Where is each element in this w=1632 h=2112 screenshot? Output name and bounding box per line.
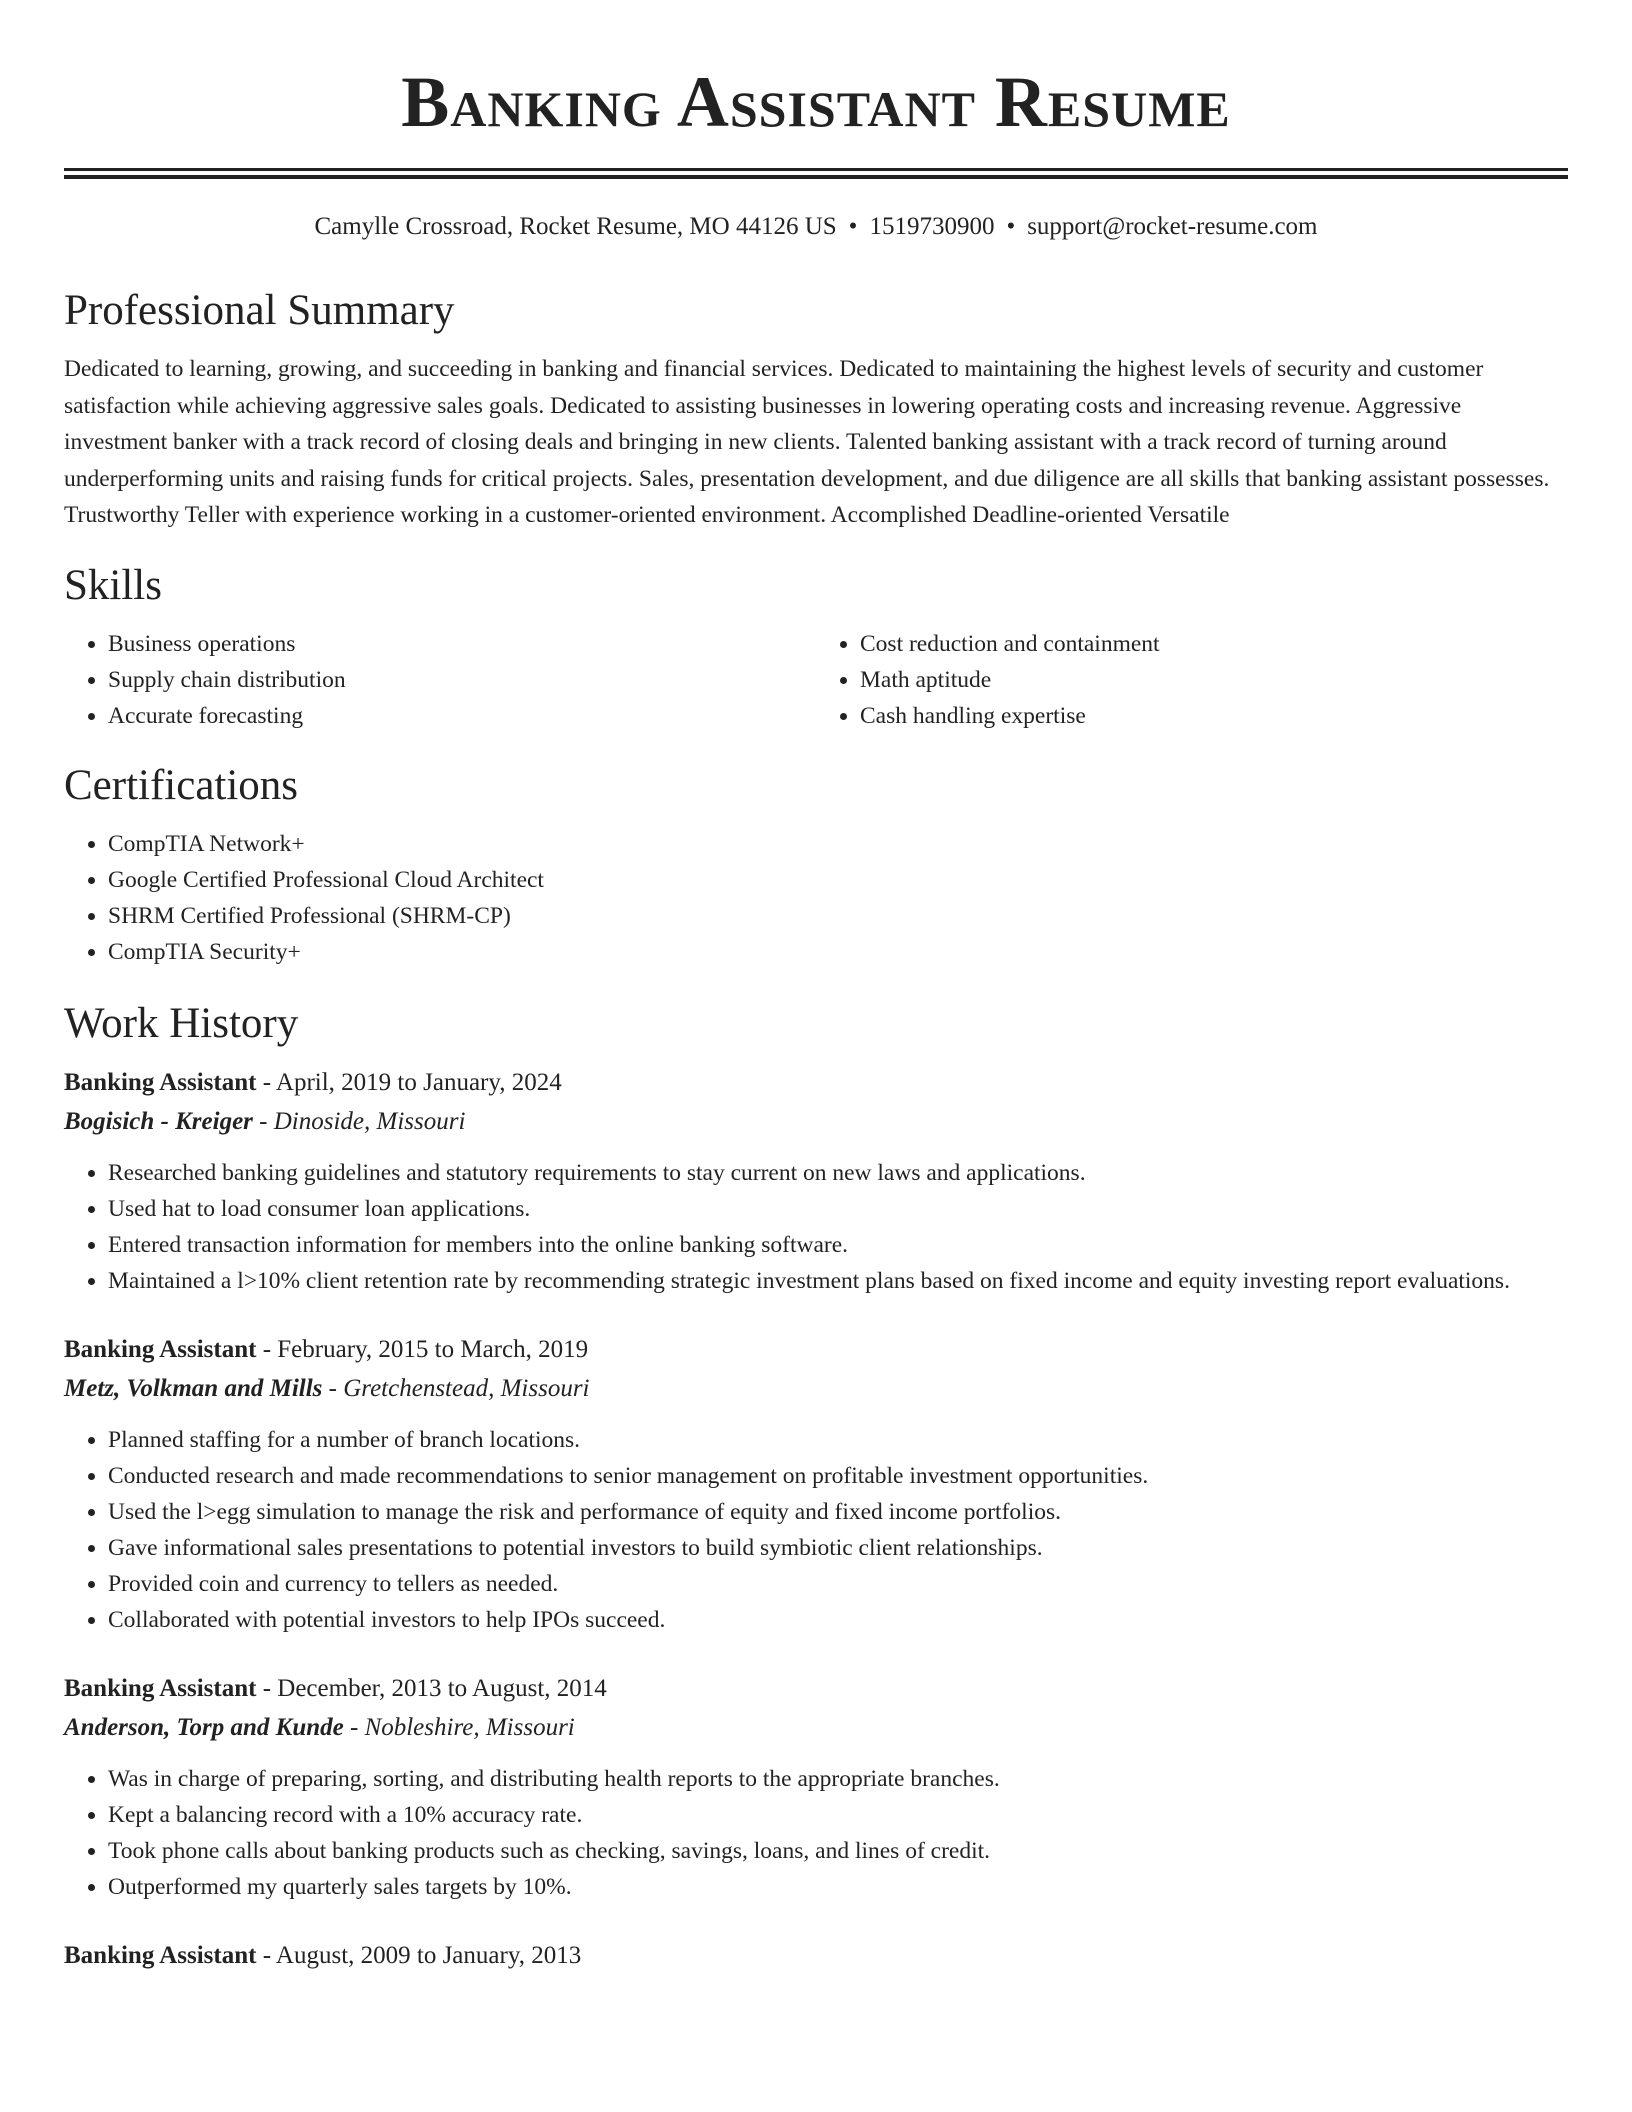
job-bullet: • Planned staffing for a number of branch locations.	[108, 1422, 1568, 1458]
job-bullet: • Entered transaction information for members into the online banking software.	[108, 1227, 1568, 1263]
work-history-heading: Work History	[64, 999, 299, 1047]
job-bullet: • Conducted research and made recommendations to senior management on profitable investment opportunities.	[108, 1458, 1568, 1494]
contact-phone: 1519730900	[869, 213, 995, 240]
job-company: Anderson, Torp and Kunde	[64, 1713, 344, 1741]
skill-item: • Supply chain distribution	[108, 662, 816, 698]
contact-separator: •	[848, 213, 858, 240]
job-bullet: • Used the l>egg simulation to manage the risk and performance of equity and fixed income portfolios.	[108, 1494, 1568, 1530]
job-title-line: Banking Assistant - August, 2009 to January, 2013	[64, 1941, 582, 1969]
job-bullet: • Used hat to load consumer loan applications.	[108, 1191, 1568, 1227]
certification-item: • CompTIA Network+	[108, 826, 1568, 862]
job-title-line: Banking Assistant - April, 2019 to January, 2024	[64, 1068, 562, 1096]
job-bullets	[64, 1155, 1568, 1299]
job-bullet: • Gave informational sales presentations to potential investors to build symbiotic client relationships.	[108, 1530, 1568, 1566]
job-company: Bogisich - Kreiger	[64, 1107, 253, 1135]
job-bullet: • Took phone calls about banking products such as checking, savings, loans, and lines of credit.	[108, 1833, 1568, 1869]
title-double-rule	[64, 168, 1568, 179]
job-company: Metz, Volkman and Mills	[64, 1374, 323, 1402]
certifications-list	[64, 826, 1568, 970]
job-entry	[64, 1064, 1568, 1299]
job-location: Dinoside, Missouri	[273, 1107, 466, 1135]
skills-list-left	[64, 626, 816, 734]
job-company-line: Metz, Volkman and Mills - Gretchenstead, Missouri	[64, 1374, 590, 1402]
contact-address: Camylle Crossroad, Rocket Resume, MO 44126 US	[314, 213, 837, 240]
job-bullet: • Kept a balancing record with a 10% accuracy rate.	[108, 1797, 1568, 1833]
skills-heading: Skills	[64, 561, 162, 609]
skill-item: • Cash handling expertise	[860, 698, 1568, 734]
job-bullets	[64, 1422, 1568, 1638]
job-entry	[64, 1331, 1568, 1638]
job-bullet: • Researched banking guidelines and statutory requirements to stay current on new laws and applications.	[108, 1155, 1568, 1191]
job-company-line: Anderson, Torp and Kunde - Nobleshire, Missouri	[64, 1713, 575, 1741]
job-title-line: Banking Assistant - December, 2013 to August, 2014	[64, 1674, 607, 1702]
summary-heading: Professional Summary	[64, 287, 455, 334]
certification-item: • CompTIA Security+	[108, 934, 1568, 970]
job-location: Gretchenstead, Missouri	[343, 1374, 590, 1402]
job-role: Banking Assistant	[64, 1941, 257, 1969]
skill-item: • Math aptitude	[860, 662, 1568, 698]
job-bullets	[64, 1761, 1568, 1905]
resume-title: Banking Assistant Resume	[401, 62, 1231, 142]
certification-item: • SHRM Certified Professional (SHRM-CP)	[108, 898, 1568, 934]
skills-list-right	[816, 626, 1568, 734]
job-bullet: • Was in charge of preparing, sorting, and distributing health reports to the appropriate branches.	[108, 1761, 1568, 1797]
skill-item: • Business operations	[108, 626, 816, 662]
job-entry	[64, 1670, 1568, 1905]
job-role: Banking Assistant	[64, 1335, 257, 1363]
job-dates: August, 2009 to January, 2013	[275, 1941, 582, 1969]
certification-item: • Google Certified Professional Cloud Architect	[108, 862, 1568, 898]
skill-item: • Cost reduction and containment	[860, 626, 1568, 662]
resume-page	[64, 0, 1568, 1975]
job-company-line: Bogisich - Kreiger - Dinoside, Missouri	[64, 1107, 466, 1135]
job-title-line: Banking Assistant - February, 2015 to March, 2019	[64, 1335, 589, 1363]
job-bullet: • Collaborated with potential investors to help IPOs succeed.	[108, 1602, 1568, 1638]
contact-separator: •	[1006, 213, 1016, 240]
job-bullet: • Provided coin and currency to tellers as needed.	[108, 1566, 1568, 1602]
contact-line	[64, 211, 1568, 243]
certifications-heading: Certifications	[64, 761, 299, 809]
job-dates: February, 2015 to March, 2019	[277, 1335, 589, 1363]
summary-text: Dedicated to learning, growing, and succeeding in banking and financial services. Dedicated to maintaining the highest levels of security and customer satisfaction while achieving aggressive sales goals. Dedicated to assisting businesses in lowering operating costs and increasing revenue. Aggressive investment banker with a track record of closing deals and bringing in new clients. Talented banking assistant with a track record of turning around underperforming units and raising funds for critical projects. Sales, presentation development, and due diligence are all skills that banking assistant possesses. Trustworthy Teller with experience working in a customer-oriented environment. Accomplished Deadline-oriented Versatile	[64, 356, 1550, 528]
job-location: Nobleshire, Missouri	[364, 1713, 575, 1741]
job-bullet: • Maintained a l>10% client retention rate by recommending strategic investment plans based on fixed income and equity investing report evaluations.	[108, 1263, 1568, 1299]
job-dates: December, 2013 to August, 2014	[277, 1674, 607, 1702]
job-entry	[64, 1937, 1568, 1975]
job-bullet: • Outperformed my quarterly sales targets by 10%.	[108, 1869, 1568, 1905]
job-dates: April, 2019 to January, 2024	[275, 1068, 562, 1096]
skill-item: • Accurate forecasting	[108, 698, 816, 734]
skills-columns	[64, 626, 1568, 734]
job-role: Banking Assistant	[64, 1674, 257, 1702]
job-role: Banking Assistant	[64, 1068, 257, 1096]
contact-email[interactable]: support@rocket-resume.com	[1027, 213, 1318, 240]
